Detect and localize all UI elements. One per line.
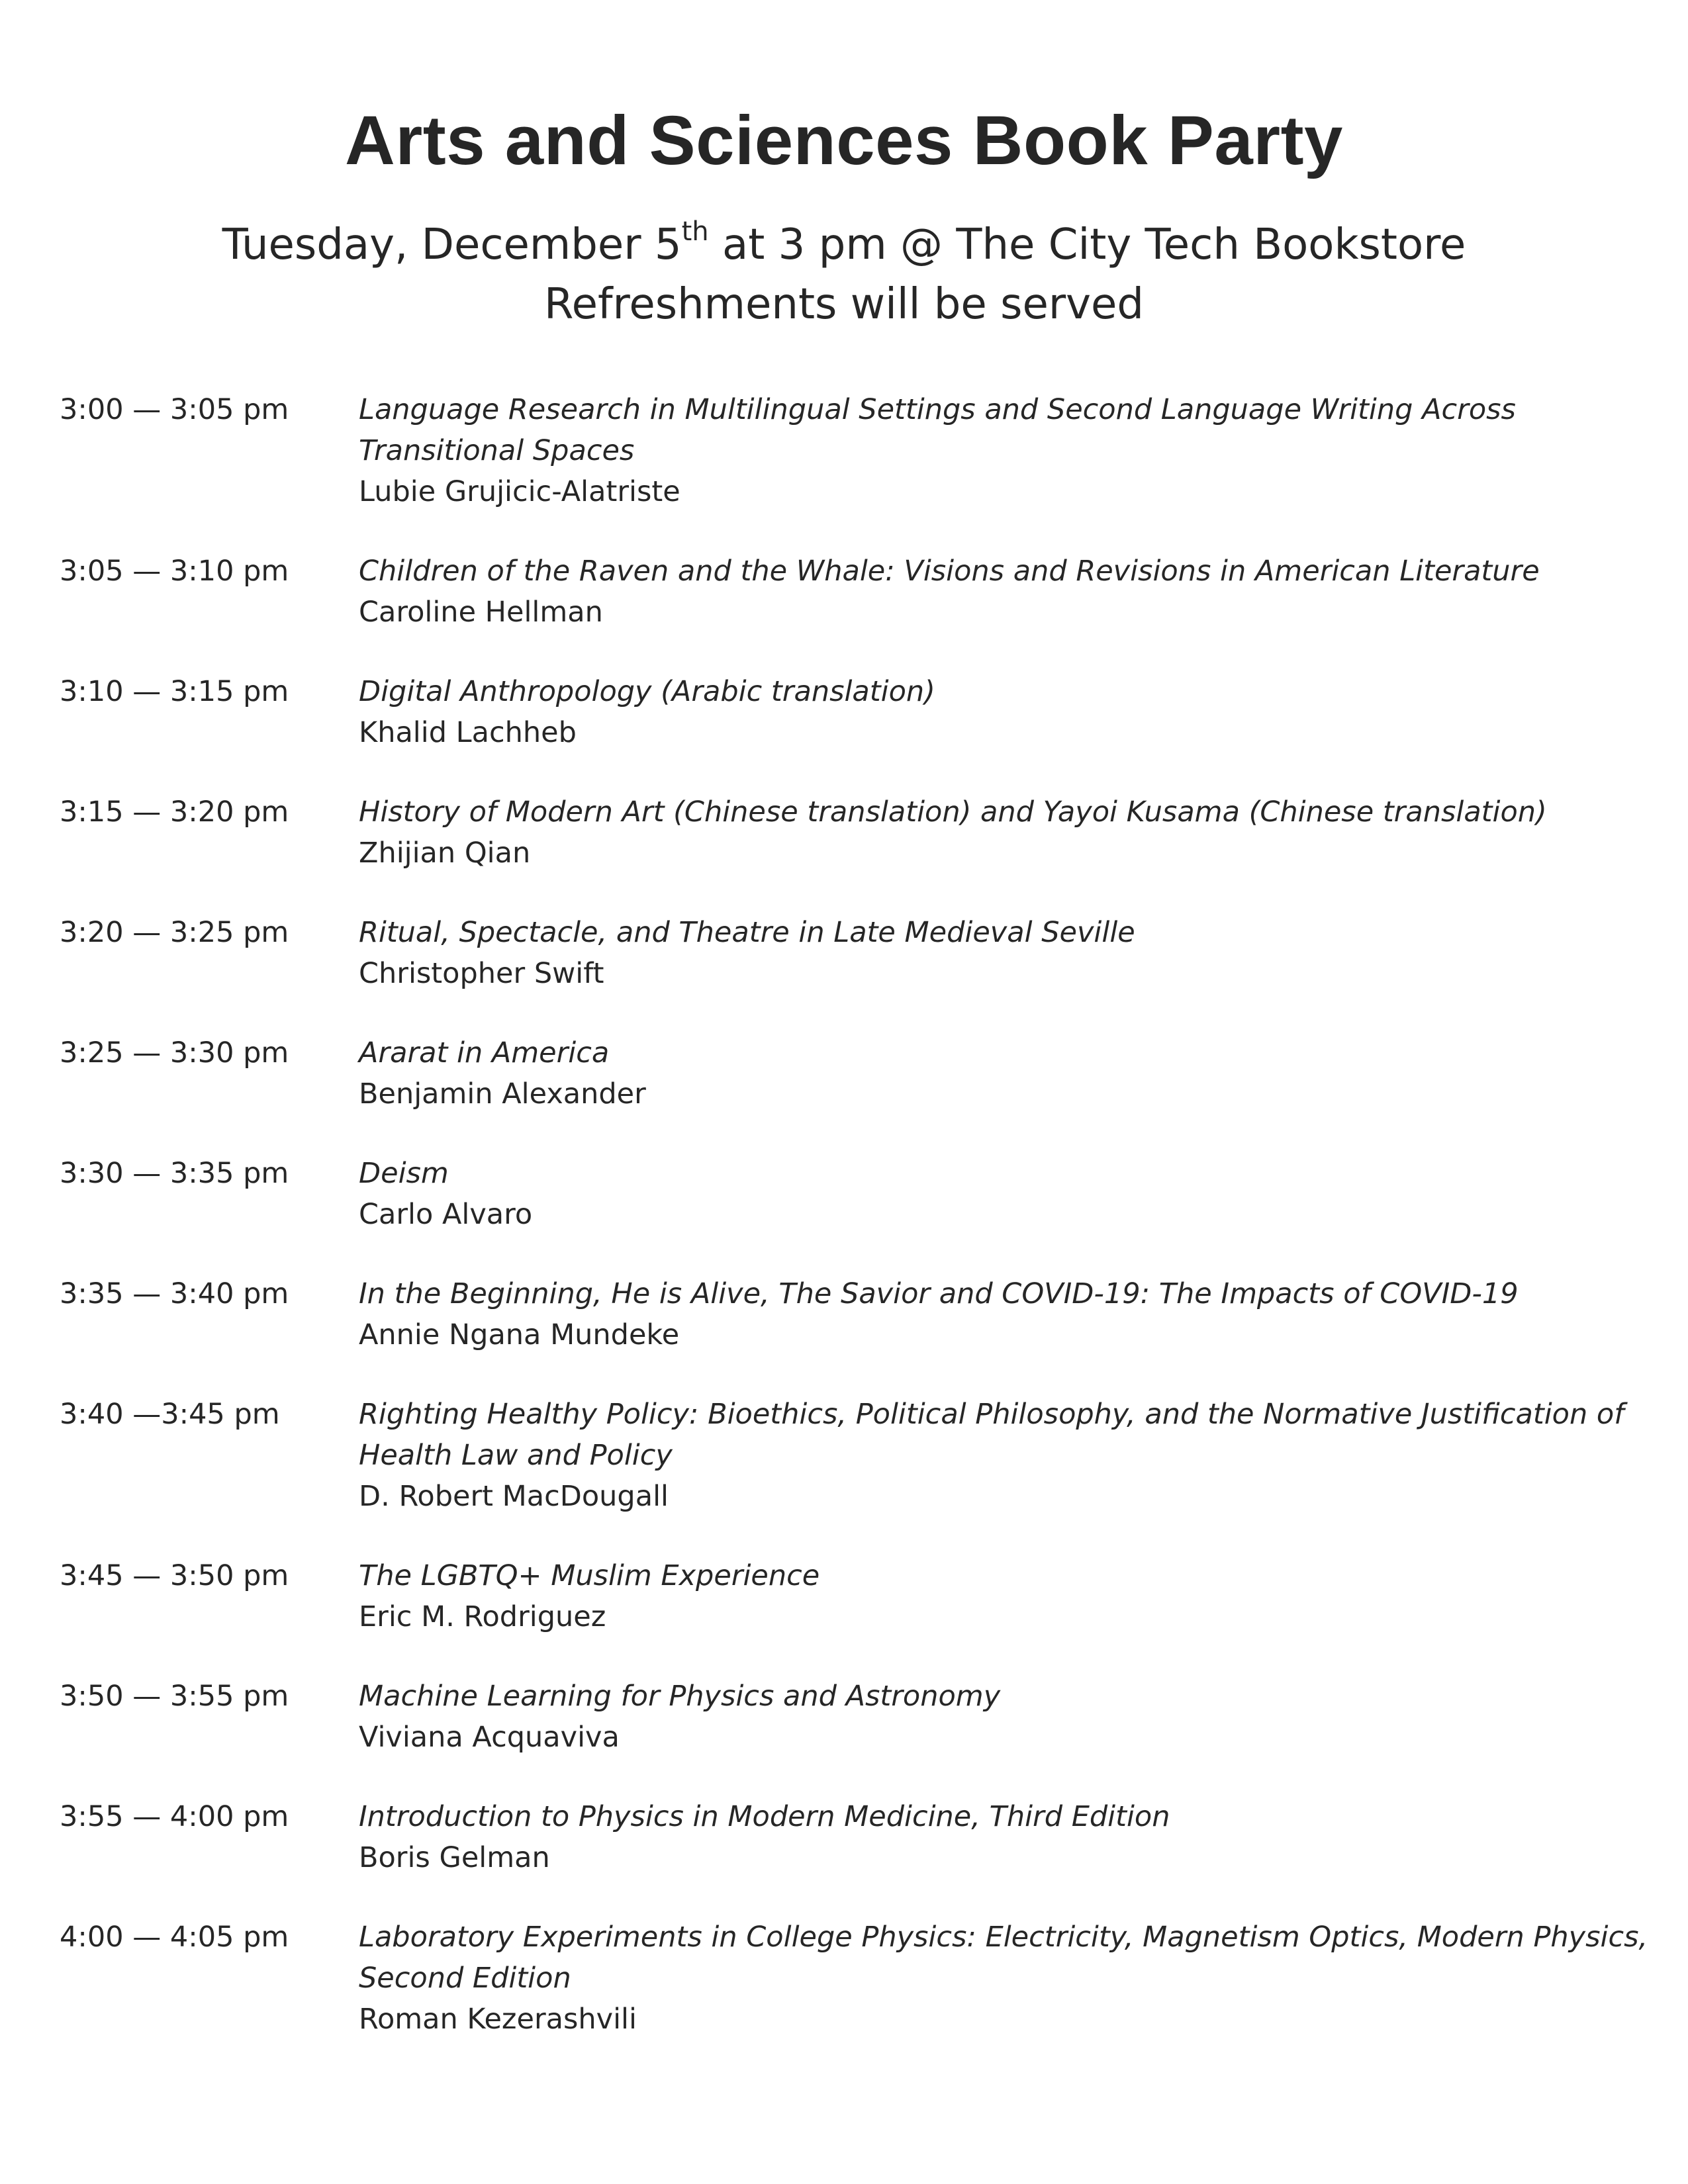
book-details (359, 1796, 1648, 1878)
schedule-entry (60, 1032, 1648, 1115)
book-title: Digital Anthropology (Arabic translation) (359, 675, 935, 708)
time-slot: 3:45 — 3:50 pm (60, 1559, 289, 1592)
time-slot: 3:10 — 3:15 pm (60, 675, 289, 708)
schedule-entry (60, 1676, 1648, 1758)
schedule-entry (60, 912, 1648, 994)
book-details (359, 551, 1648, 633)
book-title: Righting Healthy Policy: Bioethics, Political Philosophy, and the Normative Justification of Health Law and Policy (359, 1398, 1624, 1472)
author-name: Christopher Swift (359, 957, 604, 990)
book-title: Ararat in America (359, 1036, 610, 1069)
time-slot: 3:55 — 4:00 pm (60, 1800, 289, 1833)
date-ordinal-suffix: th (681, 216, 709, 247)
time-slot: 4:00 — 4:05 pm (60, 1921, 289, 1954)
book-details (359, 792, 1648, 874)
time-slot: 3:15 — 3:20 pm (60, 796, 289, 829)
refreshments-note: Refreshments will be served (543, 280, 1145, 329)
author-name: Annie Ngana Mundeke (359, 1318, 680, 1351)
event-details (0, 215, 1688, 334)
schedule-entry (60, 551, 1648, 633)
book-details (359, 912, 1648, 994)
book-title: History of Modern Art (Chinese translation) and Yayoi Kusama (Chinese translation) (359, 796, 1547, 829)
time-slot: 3:40 —3:45 pm (60, 1398, 280, 1431)
book-details (359, 389, 1648, 512)
book-title: Language Research in Multilingual Settings and Second Language Writing Across Transitional Spaces (359, 393, 1516, 467)
book-details (359, 1394, 1648, 1517)
schedule-entry (60, 1153, 1648, 1235)
book-title: Ritual, Spectacle, and Theatre in Late Medieval Seville (359, 916, 1135, 949)
author-name: Roman Kezerashvili (359, 2003, 637, 2036)
event-time-location: at 3 pm @ The City Tech Bookstore (708, 220, 1466, 269)
schedule-entry (60, 1394, 1648, 1517)
book-title: Deism (359, 1157, 449, 1190)
book-details (359, 1917, 1648, 2040)
author-name: Zhijian Qian (359, 837, 531, 870)
schedule-entry (60, 1273, 1648, 1355)
time-slot: 3:20 — 3:25 pm (60, 916, 289, 949)
schedule-entry (60, 792, 1648, 874)
book-title: The LGBTQ+ Muslim Experience (359, 1559, 820, 1592)
author-name: Benjamin Alexander (359, 1077, 646, 1111)
book-title: Children of the Raven and the Whale: Visions and Revisions in American Literature (359, 555, 1540, 588)
author-name: Carlo Alvaro (359, 1198, 533, 1231)
page-title: Arts and Sciences Book Party (345, 102, 1343, 179)
author-name: Caroline Hellman (359, 596, 603, 629)
book-details (359, 671, 1648, 753)
schedule-list (60, 389, 1648, 2078)
time-slot: 3:00 — 3:05 pm (60, 393, 289, 426)
schedule-entry (60, 389, 1648, 512)
book-title: In the Beginning, He is Alive, The Savior and COVID-19: The Impacts of COVID-19 (359, 1277, 1519, 1310)
author-name: D. Robert MacDougall (359, 1480, 669, 1513)
book-title: Introduction to Physics in Modern Medicine, Third Edition (359, 1800, 1170, 1833)
schedule-entry (60, 671, 1648, 753)
author-name: Lubie Grujicic-Alatriste (359, 475, 680, 508)
event-date: Tuesday, December 5 (222, 220, 682, 269)
time-slot: 3:05 — 3:10 pm (60, 555, 289, 588)
book-details (359, 1273, 1648, 1355)
schedule-entry (60, 1555, 1648, 1637)
author-name: Viviana Acquaviva (359, 1721, 620, 1754)
author-name: Eric M. Rodriguez (359, 1600, 606, 1633)
time-slot: 3:30 — 3:35 pm (60, 1157, 289, 1190)
book-title: Laboratory Experiments in College Physics: Electricity, Magnetism Optics, Modern Physics, Second Edition (359, 1921, 1648, 1995)
schedule-entry (60, 1796, 1648, 1878)
book-details (359, 1032, 1648, 1115)
book-details (359, 1153, 1648, 1235)
book-title: Machine Learning for Physics and Astronomy (359, 1680, 1001, 1713)
time-slot: 3:35 — 3:40 pm (60, 1277, 289, 1310)
time-slot: 3:50 — 3:55 pm (60, 1680, 289, 1713)
time-slot: 3:25 — 3:30 pm (60, 1036, 289, 1069)
schedule-entry (60, 1917, 1648, 2040)
author-name: Boris Gelman (359, 1841, 550, 1874)
book-details (359, 1555, 1648, 1637)
author-name: Khalid Lachheb (359, 716, 577, 749)
book-details (359, 1676, 1648, 1758)
event-date-location (0, 215, 1688, 275)
